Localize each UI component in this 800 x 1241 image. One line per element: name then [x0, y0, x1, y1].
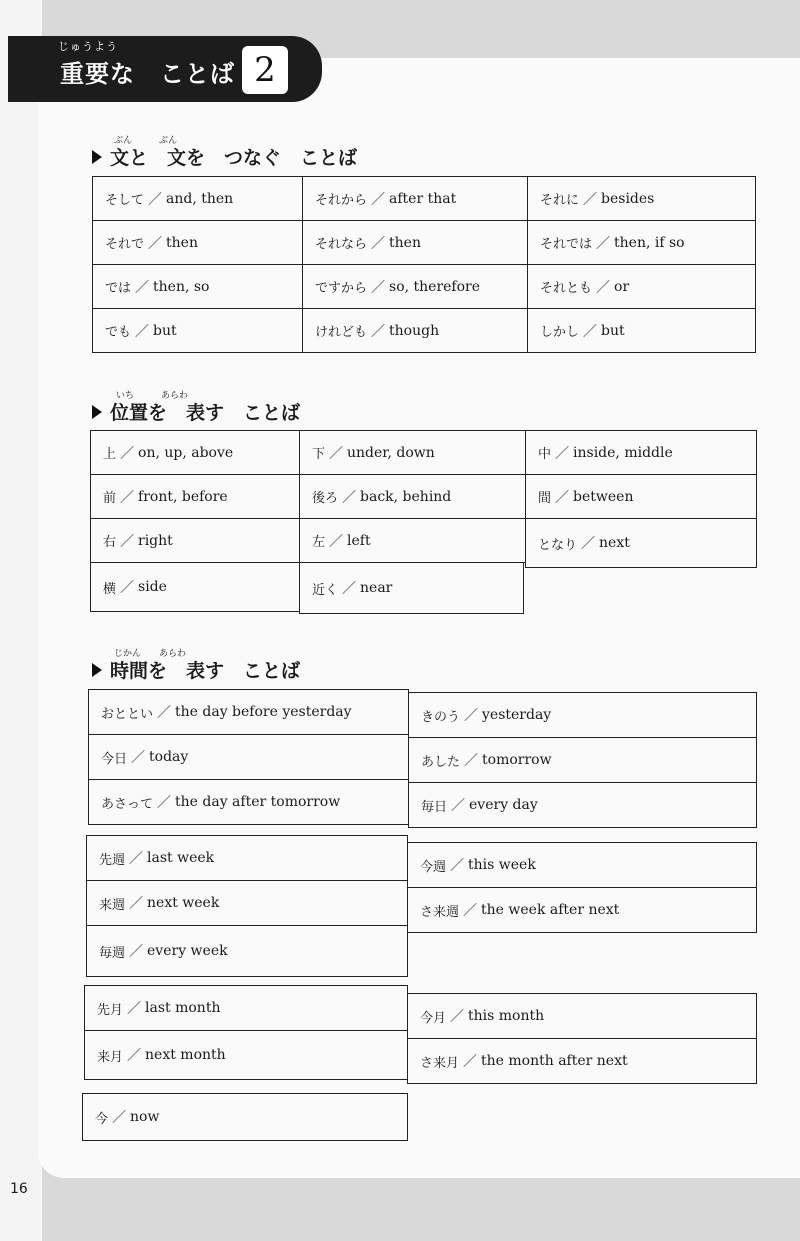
vocab-cell: おととい ／ the day before yesterday	[88, 689, 409, 735]
vocab-cell: 来週 ／ next week	[86, 880, 408, 926]
vocab-cell: それから ／ after that	[302, 176, 528, 221]
vocab-cell: 今日 ／ today	[88, 734, 409, 780]
vocab-cell: 毎週 ／ every week	[86, 925, 408, 977]
vocab-cell: それなら ／ then	[302, 220, 528, 265]
vocab-cell: それで ／ then	[92, 220, 303, 265]
section-ruby: じかん あらわ	[114, 649, 187, 659]
triangle-bullet-icon	[92, 150, 102, 164]
vocab-cell: 下 ／ under, down	[299, 430, 526, 475]
vocab-cell: 間 ／ between	[525, 474, 757, 519]
vocab-cell: となり ／ next	[525, 518, 757, 568]
section-ruby: いち あらわ	[116, 391, 189, 401]
vocab-cell: 右 ／ right	[90, 518, 300, 563]
section-ruby: ぶん ぶん	[114, 136, 178, 146]
triangle-bullet-icon	[92, 405, 102, 419]
vocab-cell: あした ／ tomorrow	[408, 737, 757, 783]
header-title: 重要な ことば	[60, 60, 235, 88]
lesson-number: 2	[242, 46, 288, 94]
header-ruby: じゅうよう	[58, 40, 118, 53]
vocab-cell: さ来月 ／ the month after next	[407, 1038, 757, 1084]
triangle-bullet-icon	[92, 663, 102, 677]
section-title	[92, 398, 300, 425]
vocab-cell: 今週 ／ this week	[407, 842, 757, 888]
vocab-cell: それでは ／ then, if so	[527, 220, 756, 265]
vocab-cell: では ／ then, so	[92, 264, 303, 309]
vocab-cell: それとも ／ or	[527, 264, 756, 309]
section-title	[92, 656, 300, 683]
vocab-cell: 今 ／ now	[82, 1093, 408, 1141]
vocab-cell: それに ／ besides	[527, 176, 756, 221]
vocab-cell: 来月 ／ next month	[84, 1030, 408, 1080]
vocab-cell: 後ろ ／ back, behind	[299, 474, 526, 519]
vocab-cell: きのう ／ yesterday	[408, 692, 757, 738]
vocab-cell: 先月 ／ last month	[84, 985, 408, 1031]
section-title-text: 文と 文を つなぐ ことば	[110, 147, 358, 169]
vocab-cell: 前 ／ front, before	[90, 474, 300, 519]
page-number: 16	[10, 1181, 28, 1197]
section-title	[92, 143, 357, 170]
section-title-text: 位置を 表す ことば	[110, 402, 301, 424]
section-title-text: 時間を 表す ことば	[110, 660, 301, 682]
vocab-cell: ですから ／ so, therefore	[302, 264, 528, 309]
vocab-cell: 毎日 ／ every day	[408, 782, 757, 828]
vocab-cell: しかし ／ but	[527, 308, 756, 353]
vocab-cell: 今月 ／ this month	[407, 993, 757, 1039]
vocab-cell: 左 ／ left	[299, 518, 526, 563]
vocab-cell: でも ／ but	[92, 308, 303, 353]
vocab-cell: 先週 ／ last week	[86, 835, 408, 881]
vocab-cell: けれども ／ though	[302, 308, 528, 353]
vocab-cell: 横 ／ side	[90, 562, 300, 612]
vocab-cell: 上 ／ on, up, above	[90, 430, 300, 475]
vocab-cell: あさって ／ the day after tomorrow	[88, 779, 409, 825]
page-margin	[0, 0, 42, 1241]
vocab-cell: 近く ／ near	[299, 562, 524, 614]
vocab-cell: そして ／ and, then	[92, 176, 303, 221]
vocab-cell: 中 ／ inside, middle	[525, 430, 757, 475]
vocab-cell: さ来週 ／ the week after next	[407, 887, 757, 933]
